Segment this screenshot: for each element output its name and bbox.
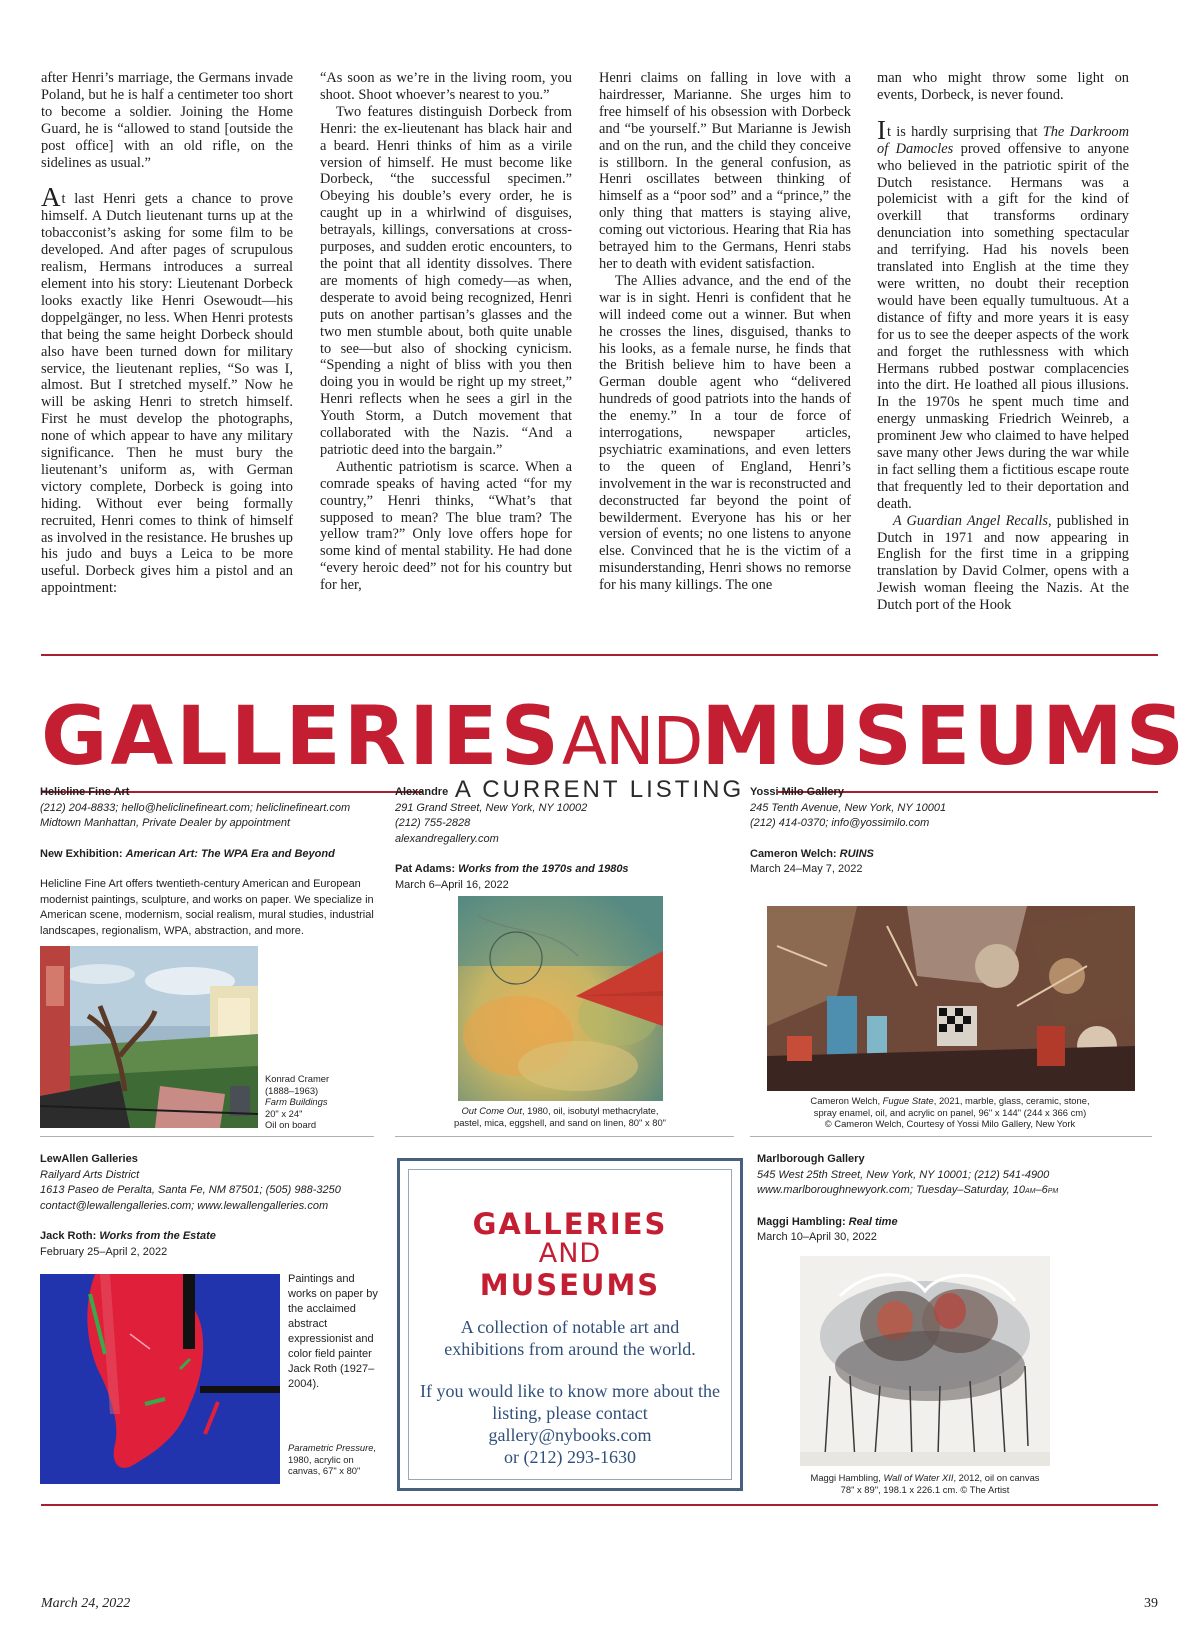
artwork-parametric-pressure (40, 1274, 280, 1484)
gallery-name: LewAllen Galleries (40, 1153, 138, 1165)
article-column-1 (41, 70, 293, 597)
issue-date: March 24, 2022 (41, 1596, 131, 1611)
artwork-caption: Konrad Cramer (1888–1963) Farm Buildings 20" x 24" Oil on board (265, 1073, 330, 1130)
promo-email-link[interactable]: gallery@nybooks.com (488, 1425, 652, 1445)
gallery-contact[interactable]: (212) 414-0370; info@yossimilo.com (750, 817, 930, 829)
promo-title: GALLERIES (472, 1207, 668, 1241)
promo-contact: If you would like to know more about the listing, please contact gallery@nybooks.com or (212) 293-1630 (409, 1380, 731, 1468)
listing-divider (395, 1136, 734, 1137)
paragraph: man who might throw some light on events, Dorbeck, is never found. (877, 70, 1129, 103)
book-title: A Guardian Angel Recalls (892, 512, 1048, 529)
promo-title: AND (538, 1238, 602, 1269)
book-title: The Darkroom of Damocles (877, 123, 1129, 157)
artwork-caption: Out Come Out, 1980, oil, isobutyl methacrylate, pastel, mica, eggshell, and sand on linen, 80" x 80" (454, 1105, 666, 1128)
gallery-name: Helicline Fine Art (40, 786, 130, 798)
exhibition-heading: Cameron Welch: RUINS (750, 847, 874, 860)
article-column-2 (320, 70, 572, 594)
promo-phone: or (212) 293-1630 (504, 1447, 636, 1467)
paragraph: Authentic patriotism is scarce. When a comrade speaks of having acted “for my country,” Henri thinks, “What’s that supposed to mean? The blue tram? The yellow tram?” Only love offers hope for some kind of mental stability. He had done “every heroic deed” not for his country but for her, (320, 458, 572, 594)
paragraph: after Henri’s marriage, the Germans invade Poland, but he is half a centimeter too short to become a soldier. Joining the Home Guard, he is “allowed to stand [outside the post office] with an old rifle, on the sidelines as usual.” (41, 70, 293, 171)
paragraph: Henri claims on falling in love with a hairdresser, Marianne. She urges him to free himself of his obsession with Dorbeck and “be yourself.” But Marianne is Jewish and on the run, and the child they conceive is stillborn. In the general confusion, as Henri oscillates between thinking of himself as a “poor sod” and a “prince,” the only thing that matters is staying alive, coming out victorious. Hearing that Ria has betrayed him to the Germans, Henri stabs her to death with evident satisfaction. (599, 70, 851, 272)
exhibition-heading: Maggi Hambling: Real time (757, 1215, 898, 1228)
section-subtitle: A CURRENT LISTING (41, 776, 1158, 810)
gallery-location: Midtown Manhattan, Private Dealer by appointment (40, 817, 291, 829)
gallery-address: 1613 Paseo de Peralta, Santa Fe, NM 87501; (505) 988-3250 (40, 1184, 341, 1196)
gallery-name: Marlborough Gallery (757, 1153, 865, 1165)
gallery-phone: (212) 755-2828 (395, 817, 471, 829)
gallery-address: 291 Grand Street, New York, NY 10002 (395, 801, 588, 814)
gallery-address: 245 Tenth Avenue, New York, NY 10001 (750, 801, 947, 814)
artwork-wall-of-water (800, 1256, 1050, 1466)
artwork-out-come-out (458, 896, 663, 1101)
gallery-district: Railyard Arts District (40, 1168, 140, 1181)
promo-title: MUSEUMS (479, 1268, 661, 1302)
listing-divider (750, 1136, 1152, 1137)
paragraph: The Allies advance, and the end of the war is in sight. Henri is confident that he will indeed come out a winner. But when he crosses the lines, disguised, thanks to his looks, as a female nurse, he finds that the British believe him to have been a German double agent who “delivered hundreds of good patriots into the hands of the enemy.” In a tour de force of interrogations, newspaper articles, psychiatric examinations, and even letters to the queen of England, Henri’s involvement in the war is reconstructed and deconstructed far beyond the point of bewilderment. Everyone has his or her version of events; no one listens to anyone else. Convinced that he is the victim of a misunderstanding, Henri shows no remorse for his many killings. The one (599, 272, 851, 594)
drop-cap: I (877, 114, 886, 145)
paragraph: Two features distinguish Dorbeck from Henri: the ex-lieutenant has black hair and a beard. Henri thinks of him as a virile version of himself. He must become like Dorbeck, “the successful specimen.” Obeying his double’s every order, he is caught up in a whirlwind of disguises, betrayals, killings, conversations at cross-purposes, and sudden erotic encounters, to the point that all identity dissolves. There are moments of high comedy—as when, desperate to avoid being recognized, Henri puts on another partisan’s glasses and the two men stumble about, both quite unable to see—but also of shocking cynicism. “Spending a night of bliss with you then doing you in would be right up my street,” Henri reflects when he sees a girl in the Youth Storm, a Dutch movement that collaborated with the Nazis. “And a patriotic deed into the bargain.” (320, 103, 572, 458)
artwork-fugue-state (767, 906, 1135, 1091)
top-rule (41, 654, 1158, 656)
artwork-caption: Cameron Welch, Fugue State, 2021, marble, glass, ceramic, stone, spray enamel, oil, and acrylic on panel, 96" x 144" (244 x 366 cm) © Cameron Welch, Courtesy of Yossi Milo Gallery, New York (810, 1095, 1090, 1129)
gallery-contact[interactable]: (212) 204-8833; hello@heliclinefineart.com; heliclinefineart.com (40, 801, 351, 814)
gallery-name: Alexandre (395, 786, 449, 798)
exhibition-dates: February 25–April 2, 2022 (40, 1245, 168, 1258)
gallery-name: Yossi Milo Gallery (750, 786, 844, 798)
listing-marlborough (757, 1152, 1157, 1246)
promo-description: A collection of notable art and exhibitions from around the world. (444, 1317, 696, 1359)
gallery-contact[interactable]: contact@lewallengalleries.com; www.lewallengalleries.com (40, 1199, 329, 1212)
paragraph: A Guardian Angel Recalls, published in Dutch in 1971 and now appearing in English for the first time in a gripping translation by David Colmer, opens with a Jewish woman fleeing the Nazis. At the Dutch port of the Hook (877, 512, 1130, 614)
bottom-rule (41, 1504, 1158, 1506)
exhibition-dates: March 10–April 30, 2022 (757, 1231, 877, 1243)
artwork-blurb: Paintings and works on paper by the acclaimed abstract expressionist and color field painter Jack Roth (1927–2004). (288, 1273, 378, 1390)
gallery-website-hours[interactable]: www.marlboroughnewyork.com; Tuesday–Saturday, 10AM–6PM (757, 1184, 1059, 1196)
section-title: GALLERIESANDMUSEUMS (41, 690, 1188, 784)
exhibition-dates: March 24–May 7, 2022 (750, 863, 863, 875)
listing-divider (40, 1136, 374, 1137)
paragraph: At last Henri gets a chance to prove himself. A Dutch lieutenant turns up at the tobacconist’s asking for some film to be developed. And after pages of scrupulous realism, Hermans introduces a surreal element into his story: Lieutenant Dorbeck looks exactly like Henri Osewoudt—his doppelgänger, no less. When Henri protests that being the same height Dorbeck should also have been turned down for military service, the lieutenant replies, “So was I, almost. But I stretched myself.” Now he will be asking Henri to stretch himself. First he must develop the photographs, none of which appear to have any military significance. Then he must bury the lieutenant’s uniform as, with German victory complete, Dorbeck is going into hiding. Without ever being formally recruited, Henri comes to think of himself as involved in the resistance. He brushes up his judo and buys a Leica to be more useful. Dorbeck gives him a pistol and an appointment: (41, 182, 293, 597)
exhibition-heading: Pat Adams: Works from the 1970s and 1980s (395, 863, 629, 875)
listing-helicline (40, 785, 380, 939)
article-column-3 (599, 70, 851, 594)
listing-lewallen (40, 1152, 380, 1260)
artwork-caption: Maggi Hambling, Wall of Water XII, 2012, oil on canvas 78" x 89", 198.1 x 226.1 cm. © The Artist (810, 1472, 1040, 1495)
paragraph: It is hardly surprising that The Darkroom of Damocles proved offensive to anyone who believed in the patriotic spirit of the Dutch resistance. Hermans was a polemicist with a gift for the kind of overkill that transforms ordinary denunciation into something spectacular and terrifying. Had his novels been translated into English at the time they were written, no doubt their reception would have been equally tumultuous. At a distance of fifty and more years it is easy for us to see the deeper aspects of the work and forget the ruthlessness with which Hermans rubbed postwar complacencies into the dirt. He loathed all pious illusions. In the 1970s he spent much time and energy unmasking Friedrich Weinreb, a prominent Jew who claimed to have helped save many other Jews during the war while in fact selling them a fictitious escape route that frequently led to their deportation and death. (877, 114, 1129, 512)
gallery-description: Helicline Fine Art offers twentieth-century American and European modernist paintings, sculpture, and works on paper. We specialize in American scene, modernism, social realism, mural studies, industrial landscapes, regionalism, WPA, abstraction, and more. (40, 878, 374, 937)
promo-box (397, 1158, 743, 1491)
artwork-caption: Parametric Pressure, 1980, acrylic on canvas, 67" x 80" (288, 1442, 377, 1476)
page-number: 39 (1144, 1596, 1158, 1611)
drop-cap: A (41, 182, 61, 213)
listing-alexandre (395, 785, 735, 893)
listing-yossi-milo (750, 785, 1150, 878)
artwork-farm-buildings (40, 946, 258, 1128)
gallery-address: 545 West 25th Street, New York, NY 10001; (212) 541-4900 (757, 1168, 1050, 1181)
exhibition-heading: Jack Roth: Works from the Estate (40, 1230, 216, 1242)
exhibition-heading: New Exhibition: American Art: The WPA Era and Beyond (40, 847, 335, 860)
paragraph: “As soon as we’re in the living room, you shoot. Shoot whoever’s nearest to you.” (320, 70, 572, 103)
article-column-4 (877, 70, 1129, 614)
gallery-website[interactable]: alexandregallery.com (395, 832, 499, 845)
exhibition-dates: March 6–April 16, 2022 (395, 878, 509, 891)
